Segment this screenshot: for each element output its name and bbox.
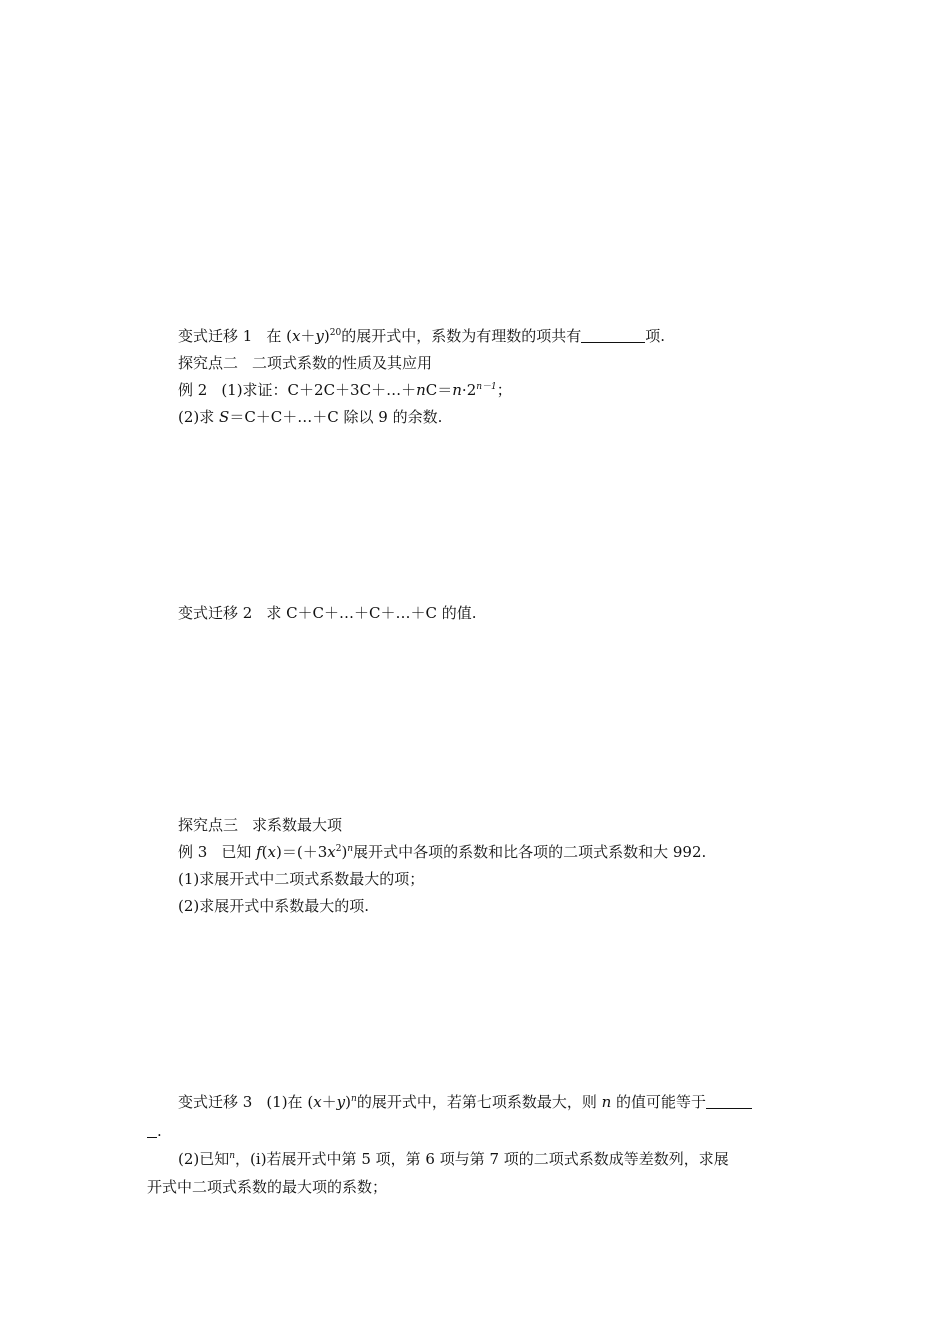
variant-transfer-3-blank-tail: .	[147, 1121, 162, 1141]
answer-blank	[147, 1123, 157, 1138]
label: 变式迁移 1	[178, 327, 253, 345]
example-2-part-2: (2)求 S＝C＋C＋…＋C 除以 9 的余数.	[178, 408, 443, 426]
variant-transfer-3-part-1: 变式迁移 3 (1)在 $(x+y)^n$的展开式中，若第七项系数最大，则 n 的值可能等于	[178, 1092, 752, 1112]
example-3-part-2: (2)求展开式中系数最大的项.	[178, 897, 370, 915]
variant-transfer-2: 变式迁移 2 求 C＋C＋…＋C＋…＋C 的值.	[178, 604, 477, 622]
section-heading-2: 探究点二 二项式系数的性质及其应用	[178, 354, 433, 372]
example-3: 例 3 已知 $f(x)=(+3x^2)^n$展开式中各项的系数和比各项的二项式系数和大 992.	[178, 843, 707, 861]
answer-blank	[706, 1094, 752, 1109]
variant-transfer-3-part-2: (2)已知$^n$，(ⅰ)若展开式中第 5 项，第 6 项与第 7 项的二项式系数成等差数列，求展	[178, 1150, 729, 1168]
section-heading-3: 探究点三 求系数最大项	[178, 816, 343, 834]
example-3-part-1: (1)求展开式中二项式系数最大的项；	[178, 870, 425, 888]
variant-transfer-3-part-2-cont: 开式中二项式系数的最大项的系数；	[147, 1178, 388, 1196]
answer-blank	[581, 328, 645, 343]
example-2-part-1: 例 2 (1)求证：$C+2C+3C+\dots+nC=n\cdot 2^{n-1}$；	[178, 381, 512, 399]
variant-transfer-1: 变式迁移 1 在 $(x+y)^{20}$的展开式中，系数为有理数的项共有 项.	[178, 327, 666, 345]
